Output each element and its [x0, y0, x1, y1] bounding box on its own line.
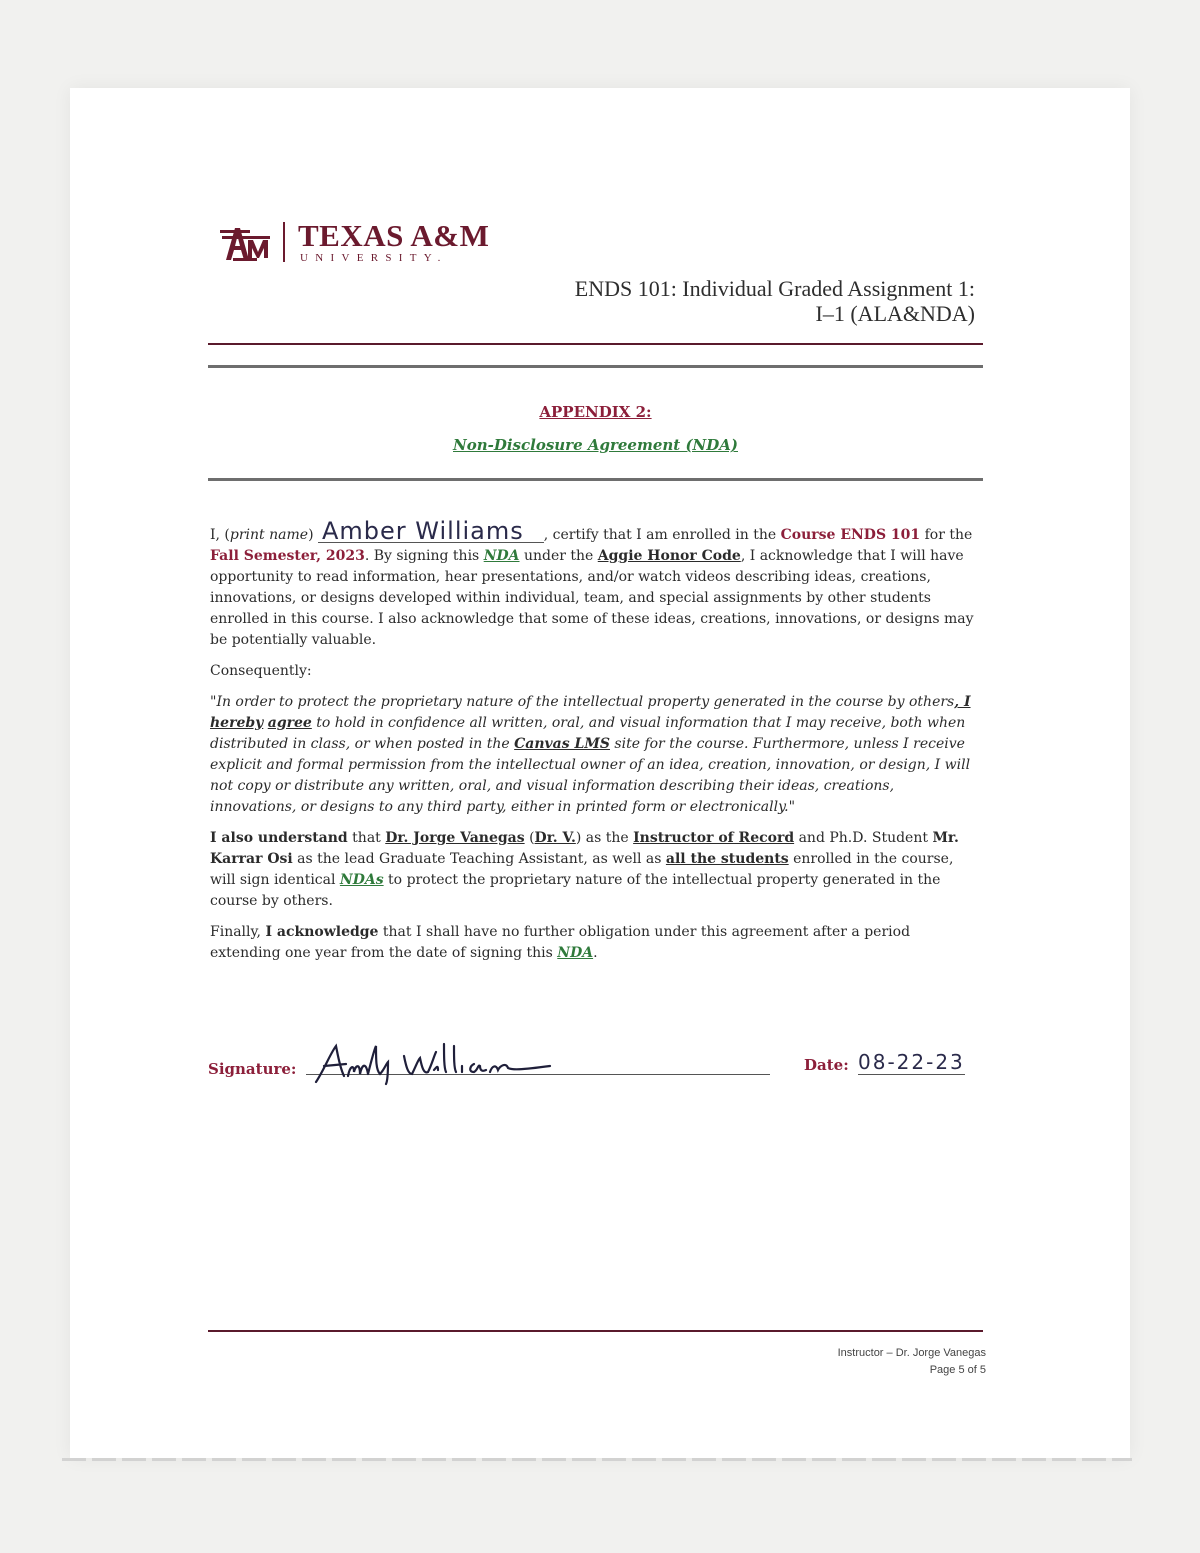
- text: , I acknowledge that I will have opportunity to read information, hear presentations, and/or watch videos describing ideas, creations, innovations, or designs developed within individual, team, and special assignments by other students enrolled in this course. I also acknowledge that some of these ideas, creations, innovations, or designs may be potentially valuable.: [210, 548, 974, 648]
- acknowledge-text: I acknowledge: [265, 924, 379, 940]
- text: ) as the: [575, 830, 634, 846]
- paragraph-quote: [210, 692, 980, 818]
- all-students: all the students: [665, 851, 789, 867]
- instructor-of-record: Instructor of Record: [633, 830, 795, 846]
- page-footer: [838, 1345, 986, 1379]
- honor-code: Aggie Honor Code: [597, 548, 741, 564]
- text: for the: [920, 527, 973, 543]
- text: "In order to protect the proprietary nature of the intellectual property generated in the course by others: [210, 694, 955, 710]
- footer-rule: [208, 1330, 983, 1332]
- agreement-body: [210, 517, 980, 974]
- text: that I shall have no further obligation under this agreement after a period extending one year from the date of signing this: [210, 924, 911, 961]
- text: as the lead Graduate Teaching Assistant, as well as: [292, 851, 666, 867]
- ndas-link[interactable]: NDAs: [339, 872, 384, 888]
- text: that: [347, 830, 386, 846]
- university-logo: [220, 218, 520, 268]
- paragraph-certify: [210, 517, 980, 651]
- agree-text: agree: [267, 715, 312, 731]
- signature-row: [208, 1040, 983, 1090]
- text: Finally,: [210, 924, 266, 940]
- instructor-name: Dr. Jorge Vanegas: [385, 830, 525, 846]
- paragraph-understand: [210, 828, 980, 912]
- nda-link[interactable]: NDA: [557, 945, 594, 961]
- hereby-text: , I hereby: [210, 694, 971, 731]
- header-line-2: I–1 (ALA&NDA): [815, 301, 975, 326]
- course-name: Course ENDS 101: [780, 527, 921, 543]
- paragraph-finally: [210, 922, 980, 964]
- paragraph-consequently: Consequently:: [210, 663, 312, 679]
- date-label: Date:: [804, 1056, 849, 1074]
- logo-separator: [283, 222, 285, 262]
- text: . By signing this: [364, 548, 484, 564]
- print-name-label: print name: [229, 527, 309, 543]
- scan-edge: [62, 1458, 1132, 1461]
- text: to protect the proprietary nature of the intellectual property generated in the course by others.: [210, 872, 941, 909]
- signature-label: Signature:: [208, 1060, 297, 1078]
- header-rule-gray: [208, 365, 983, 368]
- date-value: 08-22-23: [858, 1050, 965, 1074]
- text: , certify that I am enrolled in the: [543, 527, 781, 543]
- text: .: [593, 945, 598, 961]
- text: and Ph.D. Student: [794, 830, 933, 846]
- header-line-1: ENDS 101: Individual Graded Assignment 1:: [574, 276, 975, 301]
- text: enrolled in the course, will sign identical: [210, 851, 954, 888]
- also-understand: I also understand: [210, 830, 348, 846]
- footer-page-number: Page 5 of 5: [929, 1364, 986, 1376]
- text: ): [308, 527, 314, 543]
- header-rule-maroon: [208, 343, 983, 345]
- footer-instructor: Instructor – Dr. Jorge Vanegas: [837, 1347, 986, 1359]
- handwritten-signature-icon: [310, 1040, 570, 1086]
- semester: Fall Semester, 2023: [210, 548, 365, 564]
- nda-title: Non-Disclosure Agreement (NDA): [453, 436, 738, 454]
- text: under the: [519, 548, 598, 564]
- handwritten-name: Amber Williams: [318, 520, 544, 543]
- canvas-lms: Canvas LMS: [514, 736, 610, 752]
- text: (: [524, 830, 535, 846]
- logo-title: TEXAS A&M: [298, 218, 490, 253]
- section-rule: [208, 478, 983, 481]
- text: to hold in confidence all written, oral, and visual information that I may receive, both when distributed in class, or when posted in the: [210, 715, 966, 752]
- text: I, (: [210, 527, 230, 543]
- appendix-label: APPENDIX 2:: [539, 403, 652, 421]
- text: site for the course. Furthermore, unless I receive explicit and formal permission from the intellectual owner of an idea, creation, innovation, or design, I will not copy or distribute any written, oral, and visual information describing their ideas, creations, innovations, or designs to any third party, either in printed form or electronically.": [210, 736, 971, 815]
- assignment-header: [575, 276, 975, 326]
- ta-name: Mr. Karrar Osi: [210, 830, 959, 867]
- logo-subtitle: UNIVERSITY.: [300, 252, 448, 264]
- atm-logo-mark-icon: [220, 222, 272, 262]
- nda-link[interactable]: NDA: [483, 548, 520, 564]
- dr-v: Dr. V.: [534, 830, 576, 846]
